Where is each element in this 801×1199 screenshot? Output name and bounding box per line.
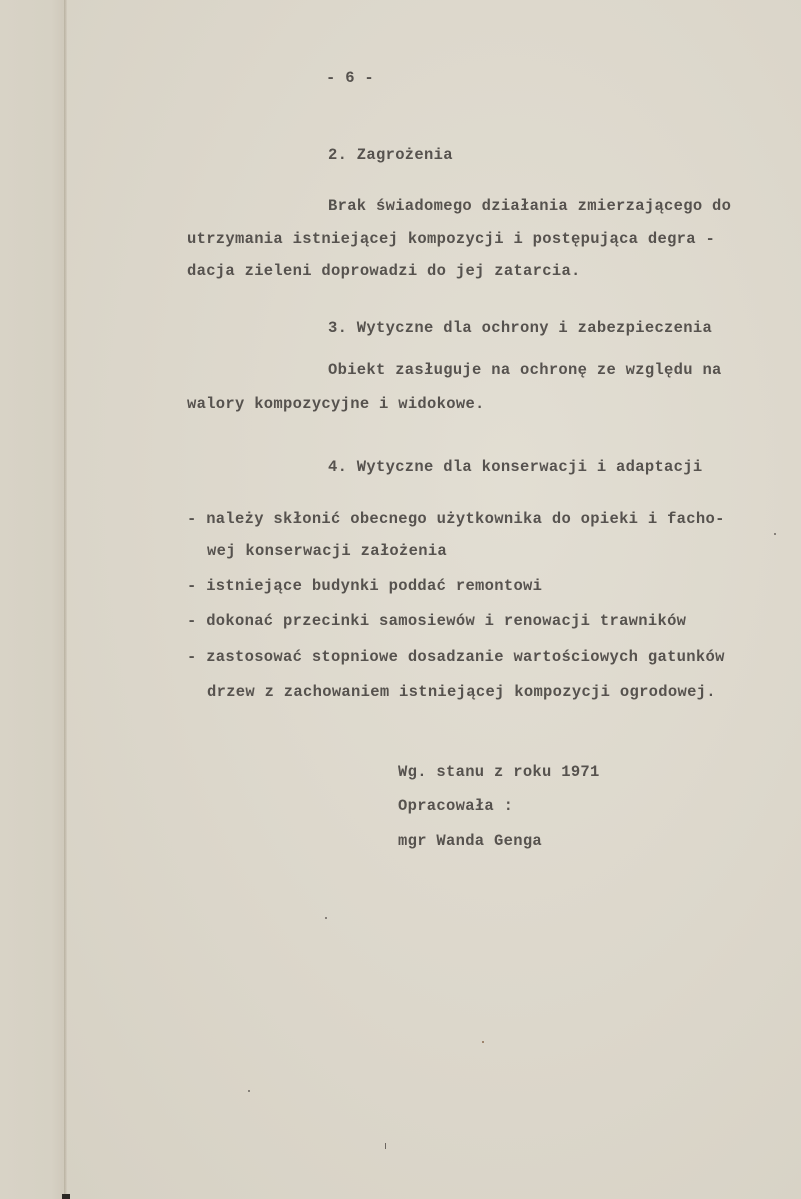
paper-speck — [482, 1041, 484, 1043]
protection-text-line-2: walory kompozycyjne i widokowe. — [187, 395, 485, 413]
prepared-by-label: Opracowała : — [398, 797, 514, 815]
document-page — [67, 0, 801, 1199]
paper-speck — [774, 533, 776, 535]
author-name: mgr Wanda Genga — [398, 832, 543, 850]
page-number: - 6 - — [326, 69, 375, 87]
scan-corner-mark — [62, 1194, 70, 1199]
conservation-item-4-line-2: drzew z zachowaniem istniejącej kompozycji ogrodowej. — [207, 683, 716, 701]
conservation-item-4-line-1: - zastosować stopniowe dosadzanie wartościowych gatunków — [187, 648, 725, 666]
section-heading-protection: 3. Wytyczne dla ochrony i zabezpieczenia — [328, 319, 713, 337]
left-margin-strip — [0, 0, 64, 1199]
protection-text-line-1: Obiekt zasługuje na ochronę ze względu na — [328, 361, 722, 379]
threats-text-line-3: dacja zieleni doprowadzi do jej zatarcia. — [187, 262, 581, 280]
threats-text-line-2: utrzymania istniejącej kompozycji i postępująca degra - — [187, 230, 716, 248]
section-heading-threats: 2. Zagrożenia — [328, 146, 453, 164]
state-note: Wg. stanu z roku 1971 — [398, 763, 600, 781]
paper-speck — [385, 1143, 386, 1149]
conservation-item-3: - dokonać przecinki samosiewów i renowacji trawników — [187, 612, 687, 630]
conservation-item-2: - istniejące budynki poddać remontowi — [187, 577, 543, 595]
conservation-item-1-line-1: - należy skłonić obecnego użytkownika do opieki i facho- — [187, 510, 725, 528]
section-heading-conservation: 4. Wytyczne dla konserwacji i adaptacji — [328, 458, 703, 476]
paper-speck — [248, 1090, 250, 1092]
conservation-item-1-line-2: wej konserwacji założenia — [207, 542, 448, 560]
threats-text-line-1: Brak świadomego działania zmierzającego do — [328, 197, 732, 215]
paper-speck — [325, 917, 327, 919]
